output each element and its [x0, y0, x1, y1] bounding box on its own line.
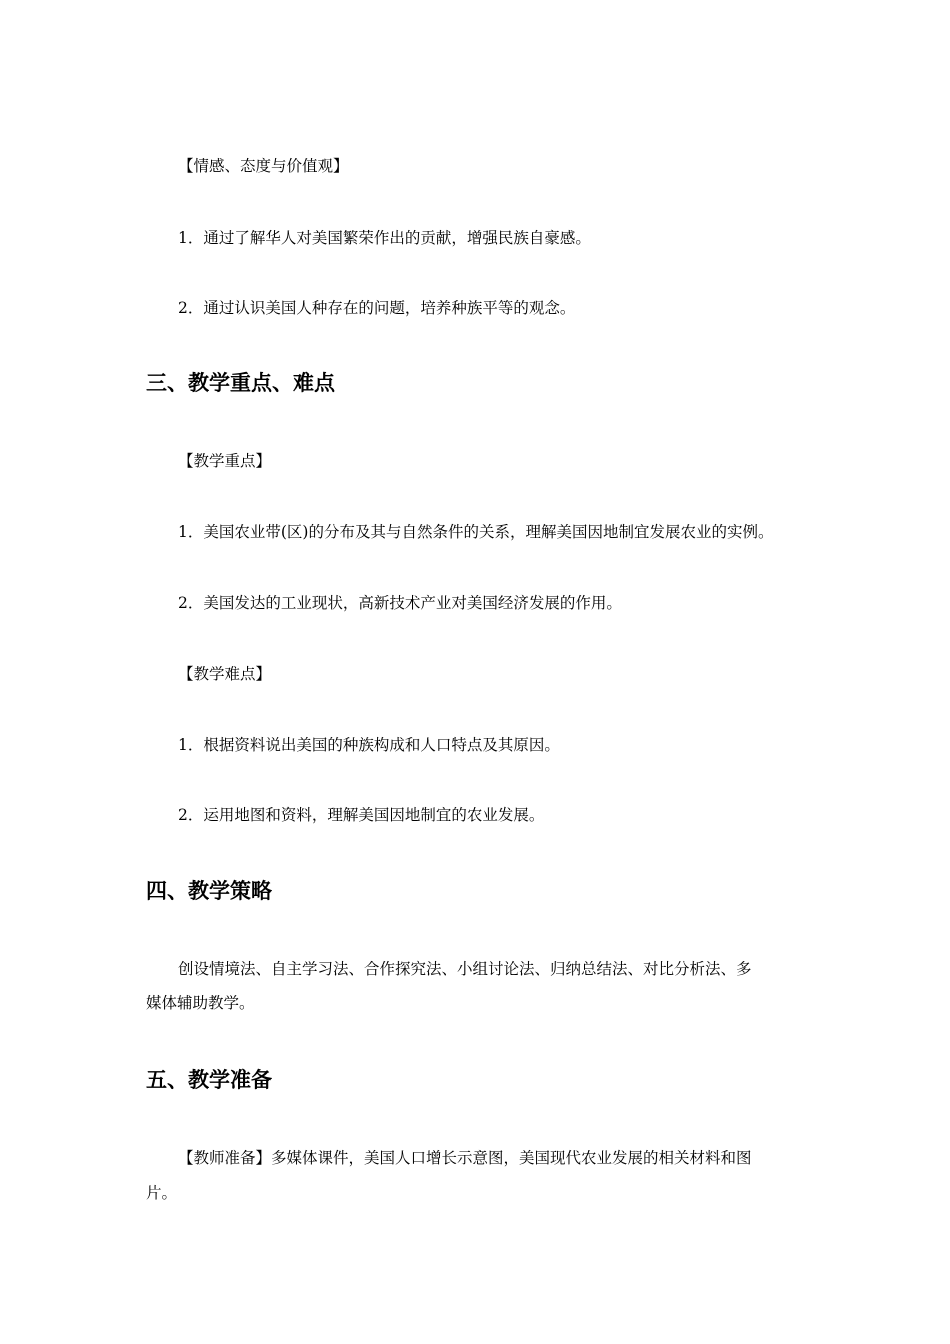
key-point-item-1: 1．美国农业带(区)的分布及其与自然条件的关系，理解美国因地制宜发展农业的实例。 [178, 523, 774, 541]
preparation-paragraph-line-1: 【教师准备】多媒体课件，美国人口增长示意图，美国现代农业发展的相关材料和图 [178, 1149, 752, 1167]
difficulty-item-1: 1．根据资料说出美国的种族构成和人口特点及其原因。 [178, 736, 560, 754]
strategy-paragraph-line-2: 媒体辅助教学。 [146, 994, 255, 1012]
key-points-label: 【教学重点】 [178, 452, 272, 470]
section-4-title: 四、教学策略 [146, 879, 272, 903]
difficulty-item-2: 2．运用地图和资料，理解美国因地制宜的农业发展。 [178, 806, 545, 824]
key-point-item-2: 2．美国发达的工业现状，高新技术产业对美国经济发展的作用。 [178, 594, 622, 612]
subheading-affect-attitude-values: 【情感、态度与价值观】 [178, 157, 349, 175]
affect-item-2: 2．通过认识美国人种存在的问题，培养种族平等的观念。 [178, 299, 576, 317]
strategy-paragraph-line-1: 创设情境法、自主学习法、合作探究法、小组讨论法、归纳总结法、对比分析法、多 [178, 960, 752, 978]
difficulty-label: 【教学难点】 [178, 665, 272, 683]
affect-item-1: 1．通过了解华人对美国繁荣作出的贡献，增强民族自豪感。 [178, 229, 591, 247]
preparation-paragraph-line-2: 片。 [146, 1184, 178, 1202]
section-3-title: 三、教学重点、难点 [146, 371, 335, 395]
section-5-title: 五、教学准备 [146, 1068, 272, 1092]
